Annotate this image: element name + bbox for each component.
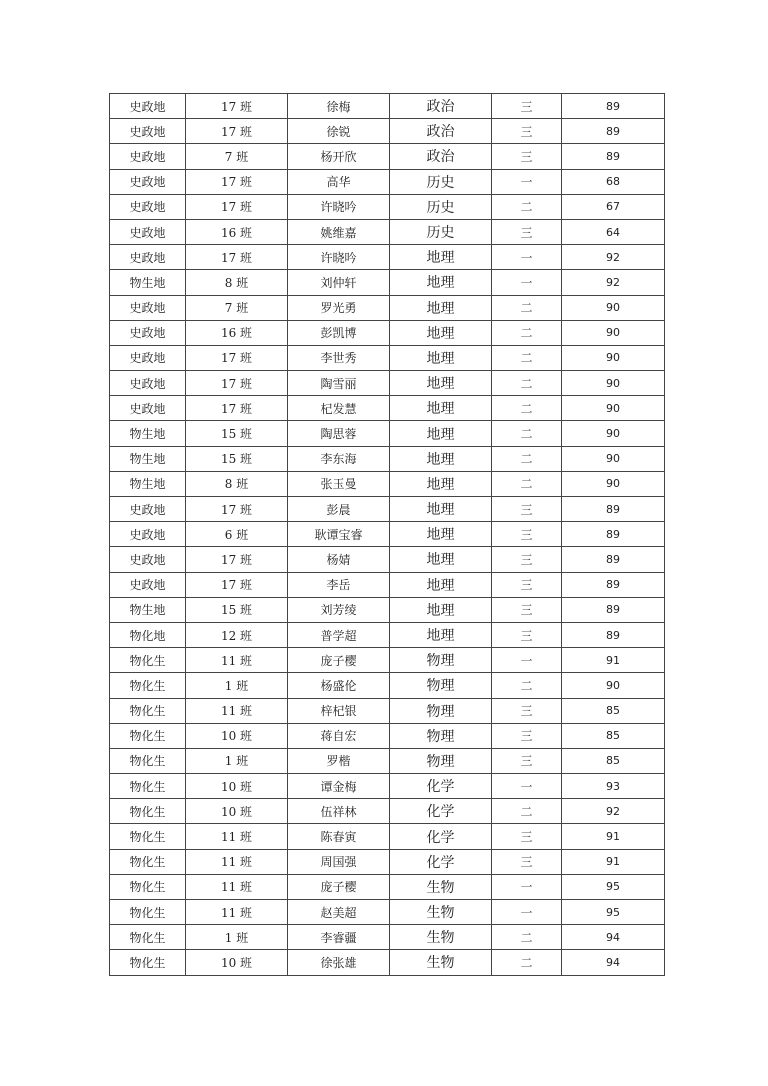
table-row — [110, 799, 665, 824]
table-row — [110, 345, 665, 370]
name-cell: 赵美超 — [288, 900, 390, 925]
score-cell: 95 — [562, 900, 665, 925]
subject-cell: 政治 — [390, 144, 492, 169]
subject-cell: 化学 — [390, 799, 492, 824]
table-row — [110, 572, 665, 597]
subject-cell: 地理 — [390, 572, 492, 597]
rank-cell: 二 — [492, 320, 562, 345]
class-cell: 11 班 — [186, 900, 288, 925]
score-cell: 85 — [562, 748, 665, 773]
rank-cell: 三 — [492, 547, 562, 572]
name-cell: 陈春寅 — [288, 824, 390, 849]
name-cell: 伍祥林 — [288, 799, 390, 824]
rank-cell: 二 — [492, 471, 562, 496]
combo-cell: 物生地 — [110, 446, 186, 471]
table-row — [110, 723, 665, 748]
class-cell: 8 班 — [186, 471, 288, 496]
score-cell: 94 — [562, 950, 665, 975]
rank-cell: 三 — [492, 723, 562, 748]
score-cell: 90 — [562, 320, 665, 345]
name-cell: 梓杞银 — [288, 698, 390, 723]
table-row — [110, 925, 665, 950]
table-row — [110, 849, 665, 874]
name-cell: 耿谭宝睿 — [288, 522, 390, 547]
rank-cell: 一 — [492, 648, 562, 673]
score-cell: 90 — [562, 295, 665, 320]
score-cell: 89 — [562, 572, 665, 597]
combo-cell: 史政地 — [110, 371, 186, 396]
score-cell: 90 — [562, 345, 665, 370]
table-row — [110, 597, 665, 622]
name-cell: 刘仲轩 — [288, 270, 390, 295]
class-cell: 17 班 — [186, 169, 288, 194]
table-row — [110, 497, 665, 522]
score-cell: 90 — [562, 421, 665, 446]
class-cell: 10 班 — [186, 950, 288, 975]
name-cell: 周国强 — [288, 849, 390, 874]
subject-cell: 生物 — [390, 900, 492, 925]
score-table — [109, 93, 665, 976]
class-cell: 8 班 — [186, 270, 288, 295]
name-cell: 陶雪丽 — [288, 371, 390, 396]
table-row — [110, 396, 665, 421]
score-cell: 90 — [562, 371, 665, 396]
combo-cell: 物化生 — [110, 723, 186, 748]
table-row — [110, 219, 665, 244]
combo-cell: 史政地 — [110, 547, 186, 572]
name-cell: 李东海 — [288, 446, 390, 471]
subject-cell: 化学 — [390, 849, 492, 874]
class-cell: 12 班 — [186, 622, 288, 647]
score-cell: 67 — [562, 194, 665, 219]
name-cell: 杨婧 — [288, 547, 390, 572]
subject-cell: 地理 — [390, 421, 492, 446]
rank-cell: 三 — [492, 144, 562, 169]
combo-cell: 物生地 — [110, 270, 186, 295]
score-cell: 90 — [562, 673, 665, 698]
combo-cell: 史政地 — [110, 94, 186, 119]
rank-cell: 二 — [492, 371, 562, 396]
name-cell: 徐梅 — [288, 94, 390, 119]
subject-cell: 地理 — [390, 597, 492, 622]
score-cell: 92 — [562, 245, 665, 270]
class-cell: 7 班 — [186, 144, 288, 169]
class-cell: 17 班 — [186, 371, 288, 396]
table-row — [110, 119, 665, 144]
rank-cell: 二 — [492, 925, 562, 950]
rank-cell: 二 — [492, 345, 562, 370]
score-cell: 89 — [562, 144, 665, 169]
combo-cell: 物化生 — [110, 874, 186, 899]
table-row — [110, 622, 665, 647]
subject-cell: 地理 — [390, 270, 492, 295]
combo-cell: 物化生 — [110, 774, 186, 799]
class-cell: 1 班 — [186, 673, 288, 698]
name-cell: 庞子樱 — [288, 648, 390, 673]
name-cell: 徐张雄 — [288, 950, 390, 975]
combo-cell: 物生地 — [110, 597, 186, 622]
rank-cell: 三 — [492, 572, 562, 597]
name-cell: 徐锐 — [288, 119, 390, 144]
subject-cell: 政治 — [390, 94, 492, 119]
rank-cell: 三 — [492, 622, 562, 647]
class-cell: 16 班 — [186, 219, 288, 244]
score-cell: 90 — [562, 471, 665, 496]
subject-cell: 历史 — [390, 194, 492, 219]
table-row — [110, 169, 665, 194]
combo-cell: 史政地 — [110, 320, 186, 345]
score-cell: 64 — [562, 219, 665, 244]
score-cell: 92 — [562, 270, 665, 295]
name-cell: 蒋自宏 — [288, 723, 390, 748]
subject-cell: 生物 — [390, 874, 492, 899]
subject-cell: 地理 — [390, 622, 492, 647]
name-cell: 许晓吟 — [288, 194, 390, 219]
subject-cell: 地理 — [390, 396, 492, 421]
combo-cell: 物化生 — [110, 849, 186, 874]
subject-cell: 物理 — [390, 698, 492, 723]
combo-cell: 史政地 — [110, 522, 186, 547]
class-cell: 17 班 — [186, 119, 288, 144]
class-cell: 1 班 — [186, 925, 288, 950]
name-cell: 张玉曼 — [288, 471, 390, 496]
table-row — [110, 547, 665, 572]
name-cell: 谭金梅 — [288, 774, 390, 799]
rank-cell: 二 — [492, 950, 562, 975]
class-cell: 17 班 — [186, 572, 288, 597]
table-row — [110, 900, 665, 925]
combo-cell: 史政地 — [110, 144, 186, 169]
subject-cell: 地理 — [390, 245, 492, 270]
class-cell: 1 班 — [186, 748, 288, 773]
combo-cell: 物化生 — [110, 824, 186, 849]
rank-cell: 三 — [492, 849, 562, 874]
name-cell: 杨开欣 — [288, 144, 390, 169]
rank-cell: 二 — [492, 194, 562, 219]
subject-cell: 生物 — [390, 950, 492, 975]
combo-cell: 史政地 — [110, 396, 186, 421]
combo-cell: 物化生 — [110, 748, 186, 773]
name-cell: 许晓吟 — [288, 245, 390, 270]
combo-cell: 史政地 — [110, 572, 186, 597]
table-row — [110, 295, 665, 320]
subject-cell: 历史 — [390, 169, 492, 194]
name-cell: 李岳 — [288, 572, 390, 597]
rank-cell: 一 — [492, 874, 562, 899]
subject-cell: 地理 — [390, 471, 492, 496]
combo-cell: 史政地 — [110, 219, 186, 244]
score-cell: 85 — [562, 723, 665, 748]
table-row — [110, 748, 665, 773]
combo-cell: 史政地 — [110, 497, 186, 522]
subject-cell: 生物 — [390, 925, 492, 950]
rank-cell: 三 — [492, 219, 562, 244]
combo-cell: 物化生 — [110, 950, 186, 975]
score-cell: 91 — [562, 824, 665, 849]
subject-cell: 地理 — [390, 497, 492, 522]
class-cell: 17 班 — [186, 497, 288, 522]
class-cell: 11 班 — [186, 874, 288, 899]
combo-cell: 史政地 — [110, 295, 186, 320]
table-row — [110, 245, 665, 270]
table-row — [110, 94, 665, 119]
rank-cell: 二 — [492, 295, 562, 320]
class-cell: 6 班 — [186, 522, 288, 547]
name-cell: 罗楷 — [288, 748, 390, 773]
table-row — [110, 673, 665, 698]
subject-cell: 物理 — [390, 673, 492, 698]
score-cell: 90 — [562, 446, 665, 471]
score-cell: 89 — [562, 547, 665, 572]
subject-cell: 化学 — [390, 824, 492, 849]
class-cell: 10 班 — [186, 799, 288, 824]
rank-cell: 二 — [492, 421, 562, 446]
class-cell: 10 班 — [186, 774, 288, 799]
name-cell: 陶思蓉 — [288, 421, 390, 446]
class-cell: 17 班 — [186, 194, 288, 219]
subject-cell: 地理 — [390, 295, 492, 320]
table-row — [110, 421, 665, 446]
table-row — [110, 774, 665, 799]
score-cell: 91 — [562, 849, 665, 874]
subject-cell: 物理 — [390, 723, 492, 748]
score-cell: 95 — [562, 874, 665, 899]
class-cell: 15 班 — [186, 597, 288, 622]
rank-cell: 一 — [492, 245, 562, 270]
name-cell: 刘芳绫 — [288, 597, 390, 622]
subject-cell: 地理 — [390, 345, 492, 370]
name-cell: 杨盛伦 — [288, 673, 390, 698]
subject-cell: 地理 — [390, 446, 492, 471]
table-row — [110, 648, 665, 673]
table-row — [110, 446, 665, 471]
score-cell: 93 — [562, 774, 665, 799]
score-cell: 91 — [562, 648, 665, 673]
table-row — [110, 698, 665, 723]
table-row — [110, 522, 665, 547]
class-cell: 17 班 — [186, 94, 288, 119]
table-row — [110, 320, 665, 345]
class-cell: 11 班 — [186, 849, 288, 874]
table-row — [110, 194, 665, 219]
subject-cell: 地理 — [390, 547, 492, 572]
class-cell: 7 班 — [186, 295, 288, 320]
rank-cell: 一 — [492, 900, 562, 925]
score-cell: 85 — [562, 698, 665, 723]
table-row — [110, 270, 665, 295]
subject-cell: 政治 — [390, 119, 492, 144]
class-cell: 16 班 — [186, 320, 288, 345]
rank-cell: 三 — [492, 824, 562, 849]
table-row — [110, 371, 665, 396]
name-cell: 庞子樱 — [288, 874, 390, 899]
rank-cell: 一 — [492, 270, 562, 295]
class-cell: 15 班 — [186, 421, 288, 446]
class-cell: 15 班 — [186, 446, 288, 471]
combo-cell: 物化生 — [110, 925, 186, 950]
rank-cell: 三 — [492, 94, 562, 119]
rank-cell: 二 — [492, 799, 562, 824]
score-cell: 89 — [562, 94, 665, 119]
score-cell: 89 — [562, 597, 665, 622]
name-cell: 普学超 — [288, 622, 390, 647]
table-row — [110, 471, 665, 496]
combo-cell: 史政地 — [110, 245, 186, 270]
table-row — [110, 824, 665, 849]
class-cell: 11 班 — [186, 824, 288, 849]
combo-cell: 物化地 — [110, 622, 186, 647]
subject-cell: 地理 — [390, 320, 492, 345]
rank-cell: 三 — [492, 748, 562, 773]
rank-cell: 三 — [492, 119, 562, 144]
rank-cell: 二 — [492, 396, 562, 421]
name-cell: 高华 — [288, 169, 390, 194]
combo-cell: 史政地 — [110, 119, 186, 144]
combo-cell: 物化生 — [110, 900, 186, 925]
score-cell: 89 — [562, 497, 665, 522]
class-cell: 17 班 — [186, 396, 288, 421]
combo-cell: 物化生 — [110, 799, 186, 824]
score-cell: 94 — [562, 925, 665, 950]
combo-cell: 史政地 — [110, 345, 186, 370]
rank-cell: 三 — [492, 522, 562, 547]
subject-cell: 地理 — [390, 522, 492, 547]
combo-cell: 物化生 — [110, 673, 186, 698]
rank-cell: 一 — [492, 774, 562, 799]
rank-cell: 三 — [492, 698, 562, 723]
combo-cell: 物生地 — [110, 421, 186, 446]
table-row — [110, 874, 665, 899]
name-cell: 杞发慧 — [288, 396, 390, 421]
class-cell: 17 班 — [186, 547, 288, 572]
score-cell: 68 — [562, 169, 665, 194]
combo-cell: 物化生 — [110, 648, 186, 673]
name-cell: 姚维嘉 — [288, 219, 390, 244]
score-cell: 90 — [562, 396, 665, 421]
score-cell: 89 — [562, 622, 665, 647]
class-cell: 11 班 — [186, 648, 288, 673]
name-cell: 罗光勇 — [288, 295, 390, 320]
name-cell: 彭晨 — [288, 497, 390, 522]
name-cell: 李睿疆 — [288, 925, 390, 950]
name-cell: 李世秀 — [288, 345, 390, 370]
combo-cell: 史政地 — [110, 169, 186, 194]
subject-cell: 历史 — [390, 219, 492, 244]
combo-cell: 史政地 — [110, 194, 186, 219]
table-row — [110, 144, 665, 169]
score-cell: 92 — [562, 799, 665, 824]
name-cell: 彭凯博 — [288, 320, 390, 345]
score-table-body — [110, 94, 665, 976]
table-row — [110, 950, 665, 975]
rank-cell: 二 — [492, 446, 562, 471]
class-cell: 11 班 — [186, 698, 288, 723]
score-cell: 89 — [562, 119, 665, 144]
subject-cell: 物理 — [390, 648, 492, 673]
rank-cell: 二 — [492, 673, 562, 698]
rank-cell: 一 — [492, 169, 562, 194]
score-cell: 89 — [562, 522, 665, 547]
rank-cell: 三 — [492, 497, 562, 522]
class-cell: 17 班 — [186, 345, 288, 370]
combo-cell: 物化生 — [110, 698, 186, 723]
combo-cell: 物生地 — [110, 471, 186, 496]
subject-cell: 地理 — [390, 371, 492, 396]
class-cell: 10 班 — [186, 723, 288, 748]
subject-cell: 物理 — [390, 748, 492, 773]
rank-cell: 三 — [492, 597, 562, 622]
subject-cell: 化学 — [390, 774, 492, 799]
class-cell: 17 班 — [186, 245, 288, 270]
